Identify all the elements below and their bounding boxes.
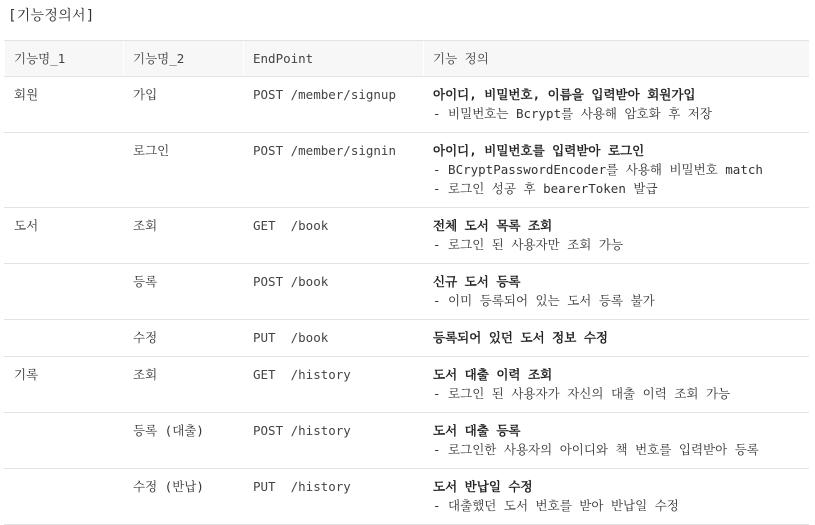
endpoint-cell: PUT /history <box>244 469 424 525</box>
endpoint-cell: POST /history <box>244 413 424 469</box>
feature-2-cell: 등록 <box>124 264 244 320</box>
table-row <box>5 264 809 320</box>
endpoint-cell: GET /history <box>244 357 424 413</box>
feature-1-cell <box>5 469 124 525</box>
definition-detail: - 비밀번호는 Bcrypt를 사용해 암호화 후 저장 <box>433 106 712 121</box>
definition-cell <box>424 264 809 320</box>
definition-cell <box>424 469 809 525</box>
definition-title: 아이디, 비밀번호를 입력받아 로그인 <box>433 143 645 158</box>
feature-2-cell: 조회 <box>124 208 244 264</box>
definition-title: 도서 대출 이력 조회 <box>433 367 553 382</box>
definition-title: 신규 도서 등록 <box>433 274 521 289</box>
table-row <box>5 133 809 208</box>
definition-detail: - 대출했던 도서 번호를 받아 반납일 수정 <box>433 498 679 513</box>
definition-cell <box>424 413 809 469</box>
table-row <box>5 208 809 264</box>
table-row <box>5 320 809 357</box>
header-feature-2: 기능명_2 <box>124 41 244 77</box>
feature-2-cell: 수정 <box>124 320 244 357</box>
definition-detail: - 로그인 성공 후 bearerToken 발급 <box>433 181 658 196</box>
feature-1-cell: 기록 <box>5 357 124 413</box>
feature-2-cell: 로그인 <box>124 133 244 208</box>
header-feature-1: 기능명_1 <box>5 41 124 77</box>
table-header-row <box>5 41 809 77</box>
definition-detail: - 이미 등록되어 있는 도서 등록 불가 <box>433 293 655 308</box>
feature-1-cell: 도서 <box>5 208 124 264</box>
page-title: [기능정의서] <box>8 8 95 24</box>
definition-detail: - 로그인 된 사용자만 조회 가능 <box>433 237 624 252</box>
feature-2-cell: 등록 (대출) <box>124 413 244 469</box>
definition-detail: - 로그인 된 사용자가 자신의 대출 이력 조회 가능 <box>433 386 731 401</box>
definition-detail: - 로그인한 사용자의 아이디와 책 번호를 입력받아 등록 <box>433 442 759 457</box>
endpoint-cell: POST /book <box>244 264 424 320</box>
endpoint-cell: GET /book <box>244 208 424 264</box>
endpoint-cell: POST /member/signin <box>244 133 424 208</box>
definition-title: 전체 도서 목록 조회 <box>433 218 553 233</box>
definition-title: 아이디, 비밀번호, 이름을 입력받아 회원가입 <box>433 87 696 102</box>
definition-detail: - BCryptPasswordEncoder를 사용해 비밀번호 match <box>433 162 763 177</box>
feature-1-cell <box>5 264 124 320</box>
feature-1-cell <box>5 413 124 469</box>
feature-1-cell <box>5 133 124 208</box>
definition-cell <box>424 320 809 357</box>
table-row <box>5 469 809 525</box>
definition-title: 도서 대출 등록 <box>433 423 521 438</box>
feature-2-cell: 가입 <box>124 77 244 133</box>
table-row <box>5 357 809 413</box>
feature-1-cell <box>5 320 124 357</box>
definition-cell <box>424 77 809 133</box>
feature-2-cell: 조회 <box>124 357 244 413</box>
definition-title: 도서 반납일 수정 <box>433 479 533 494</box>
endpoint-cell: POST /member/signup <box>244 77 424 133</box>
table-row <box>5 413 809 469</box>
definition-cell <box>424 208 809 264</box>
table-row <box>5 77 809 133</box>
feature-2-cell: 수정 (반납) <box>124 469 244 525</box>
definition-title: 등록되어 있던 도서 정보 수정 <box>433 330 609 345</box>
header-definition: 기능 정의 <box>424 41 809 77</box>
definition-cell <box>424 357 809 413</box>
definition-cell <box>424 133 809 208</box>
feature-1-cell: 회원 <box>5 77 124 133</box>
spec-table <box>4 40 809 525</box>
header-endpoint: EndPoint <box>244 41 424 77</box>
endpoint-cell: PUT /book <box>244 320 424 357</box>
